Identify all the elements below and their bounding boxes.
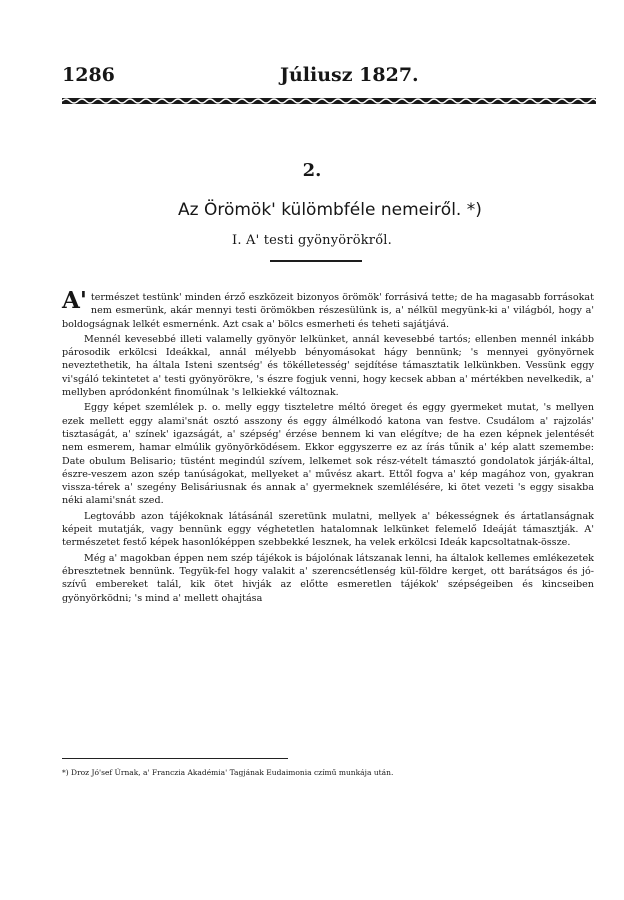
article-body (62, 287, 594, 607)
body-paragraph: Még a' magokban éppen nem szép tájékok is bájolónak látszanak lenni, ha általok kellemes emlékezetek ébresztetnek bennünk. Tegyük-fel hogy valakit a' szerencsétlenség kül-földre kerget, ott barátságos és jó-szívű embereket talál, kik ötet hivják az előtte esmeretlen tájékok' szépségeiben és kincseiben gyönyörködni; 's mind a' mellett ohajtása (62, 552, 594, 604)
section-number: 2. (302, 160, 322, 181)
article-title: Az Örömök' külömbféle nemeiről. *) (178, 200, 482, 220)
footnote-divider (62, 758, 288, 759)
body-paragraph: Eggy képet szemlélek p. o. melly eggy tiszteletre méltó öreget és eggy gyermeket mutat, 's mellyen ezek mellett eggy alami'snát osztó asszony és eggy álmélkodó katona van festve. Csudálom a' rajzolás' tisztaságát, a' színek' igazságát, a' szépség' érzése bennem ki van elégítve; de ha ezen képnek jelentését nem esmerem, hamar elmúlik gyönyörködésem. Ekkor eggyszerre ez az írás tűnik a' kép alatt szemembe: Date obulum Belisario; tüstént megindúl szívem, lelkemet sok rész-vételt támasztó gondolatok járják-által, észre-veszem azon szép tanúságokat, mellyeket a' művész akart. Ettől fogva a' kép magához von, gyakran vissza-térek a' szegény Belisáriusnak és annak a' gyermeknek szemlélésére, ki ötet vezeti 's eggy sisakba néki alami'snát szed. (62, 402, 594, 507)
paragraph-text: természet testünk' minden érző eszközeit bizonyos örömök' forrásivá tette; de ha magasabb forrásokat nem esmerünk, akár mennyi testi örömökben részesülünk is, a' nélkül megyünk-ki a' világból, hogy a' boldogságnak lelkét esmernénk. Azt csak a' bölcs esmerheti és teheti sajátjává. (62, 292, 594, 330)
body-paragraph: Mennél kevesebbé illeti valamelly gyönyör lelkünket, annál kevesebbé tartós; ellenben mennél inkább párosodik erkölcsi Ideákkal, annál mélyebb bényomásokat hágy bennünk; 's mennyei gyönyörnek neveztethetik, ha általa Isteni szentség' és tökélletesség' sejdítése támasztatik lelkünkben. Vessünk eggy vi'sgáló tekintetet a' testi gyönyörökre, 's észre fogjuk venni, hogy kecsek abban a' mértékben nevelkedik, a' mellyben apródonként finomúlnak 's lelkiekké változnak. (62, 333, 594, 399)
page-number: 1286 (62, 64, 115, 86)
footnote: *) Droz Jó'sef Úrnak, a' Franczia Akadémia' Tagjának Eudaimonia czímű munkája után. (62, 768, 394, 777)
running-title: Júliusz 1827. (280, 64, 419, 86)
sub-heading: I. A' testi gyönyörökről. (232, 233, 392, 248)
drop-cap: A' (62, 287, 87, 314)
body-paragraph (62, 287, 594, 331)
heading-divider (270, 260, 362, 262)
body-paragraph: Legtovább azon tájékoknak látásánál szeretünk mulatni, mellyek a' békességnek és ártatlanságnak képeit mutatják, vagy bennünk eggy véghetetlen hatalomnak lelkünket felemelő Ideáját támasztják. A' természetet festő képek hasonlóképpen szebbekké lesznek, ha velek erkölcsi Ideák kapcsoltatnak-össze. (62, 510, 594, 549)
ornamental-rule (62, 96, 596, 106)
running-head (62, 64, 592, 88)
